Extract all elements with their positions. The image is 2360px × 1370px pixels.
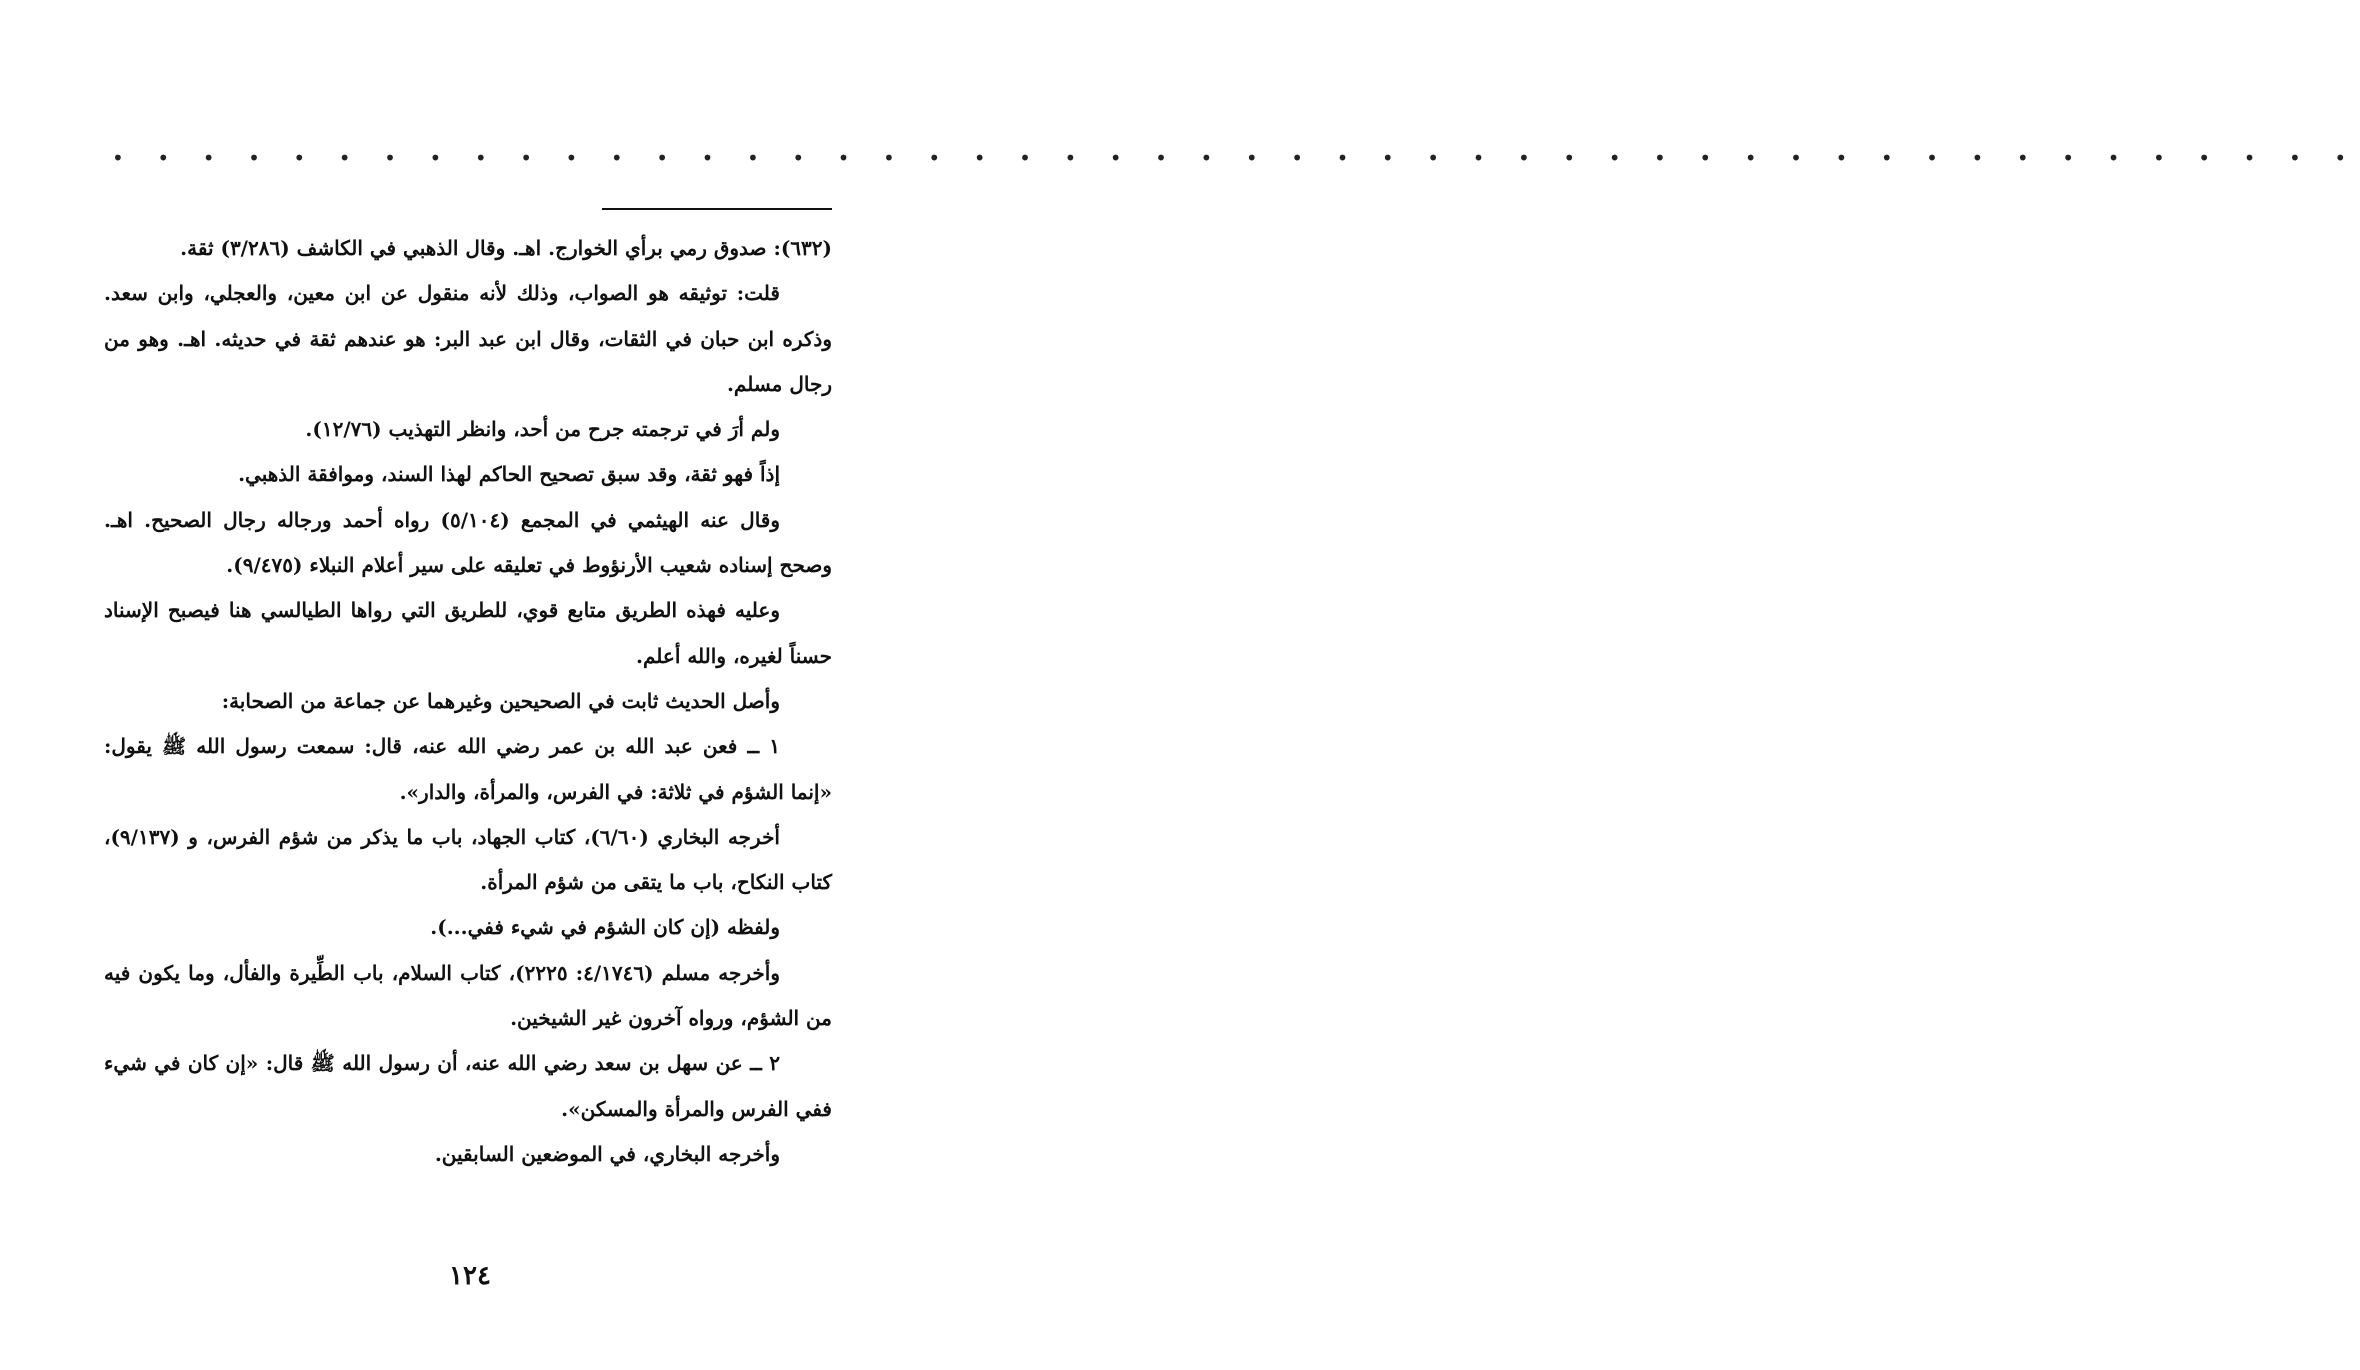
paragraph: أخرجه البخاري (٦/٦٠)، كتاب الجهاد، باب ما يذكر من شؤم الفرس، و (٩/١٣٧)، كتاب النكاح، باب ما يتقى من شؤم المرأة. bbox=[104, 824, 832, 895]
page-number: ١٢٤ bbox=[449, 1261, 491, 1291]
paragraph: وعليه فهذه الطريق متابع قوي، للطريق التي رواها الطيالسي هنا فيصبح الإسناد حسناً لغيره، والله أعلم. bbox=[104, 598, 832, 668]
footnote-rule bbox=[602, 208, 832, 210]
paragraph: قلت: توثيقه هو الصواب، وذلك لأنه منقول عن ابن معين، والعجلي، وابن سعد. وذكره ابن حبان في الثقات، وقال ابن عبد البر: هو عندهم ثقة في حديثه. اهـ. وهو من رجال مسلم. bbox=[104, 281, 832, 396]
paragraph: إذاً فهو ثقة، وقد سبق تصحيح الحاكم لهذا السند، وموافقة الذهبي. bbox=[238, 462, 780, 487]
paragraph: وقال عنه الهيثمي في المجمع (٥/١٠٤) رواه أحمد ورجاله رجال الصحيح. اهـ. وصحح إسناده شعيب الأرنؤوط في تعليقه على سير أعلام النبلاء (٩/٤٧٥). bbox=[104, 507, 832, 578]
paragraph: ولم أرَ في ترجمته جرح من أحد، وانظر التهذيب (١٢/٧٦). bbox=[305, 417, 780, 442]
separator-dots: • • • • • • • • • • • • • • • • • • • • • • • • • • • • • • • • • • • • • • • • • • • • • • • • • • bbox=[112, 146, 2360, 170]
paragraph: ٢ ــ عن سهل بن سعد رضي الله عنه، أن رسول الله ﷺ قال: «إن كان في شيء ففي الفرس والمرأة والمسكن». bbox=[104, 1051, 832, 1121]
paragraph: وأخرجه البخاري، في الموضعين السابقين. bbox=[434, 1141, 780, 1166]
paragraph: وأخرجه مسلم (٤/١٧٤٦: ٢٢٢٥)، كتاب السلام، باب الطِّيرة والفأل، وما يكون فيه من الشؤم، ورواه آخرون غير الشيخين. bbox=[104, 960, 832, 1031]
paragraph: ولفظه (إن كان الشؤم في شيء ففي...). bbox=[430, 915, 780, 940]
paragraph: ١ ــ فعن عبد الله بن عمر رضي الله عنه، قال: سمعت رسول الله ﷺ يقول: «إنما الشؤم في ثلاثة: في الفرس، والمرأة، والدار». bbox=[104, 734, 832, 804]
paragraph: (٦٣٢): صدوق رمي برأي الخوارج. اهـ. وقال الذهبي في الكاشف (٣/٢٨٦) ثقة. bbox=[180, 236, 832, 260]
paragraph: وأصل الحديث ثابت في الصحيحين وغيرهما عن جماعة من الصحابة: bbox=[221, 688, 780, 713]
page-body bbox=[104, 226, 832, 1177]
